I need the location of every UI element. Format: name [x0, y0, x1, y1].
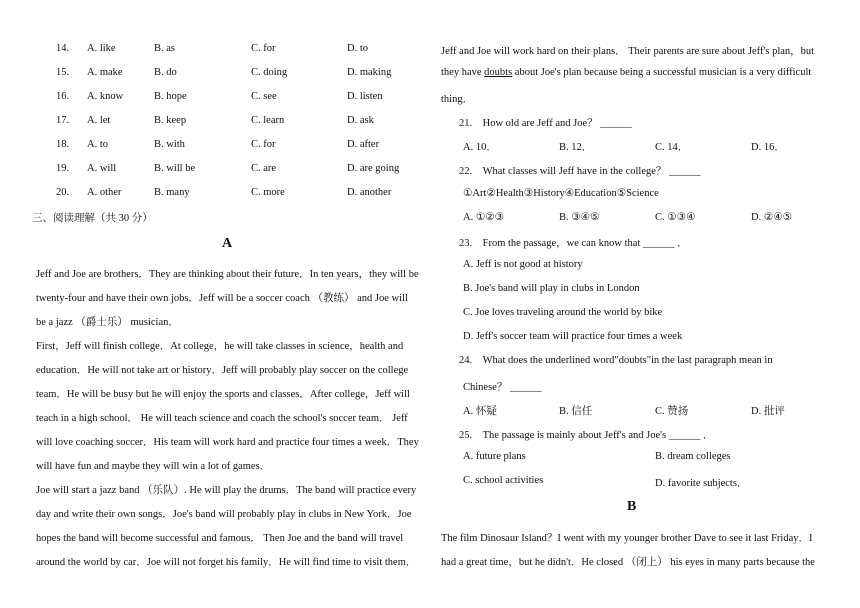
option[interactable]: C. for [251, 43, 276, 54]
passage-b-line: The film Dinosaur Island？I went with my younger brother Dave to see it last Friday．I [441, 533, 813, 544]
option[interactable]: A. ①②③ [463, 212, 505, 223]
option[interactable]: B. with [154, 139, 185, 150]
option[interactable]: C. more [251, 187, 285, 198]
passage-b-line: had a great time，but he didn't．He closed （闭上） his eyes in many parts because the [441, 557, 815, 568]
option[interactable]: C. for [251, 139, 276, 150]
option[interactable]: D. 16． [751, 142, 785, 153]
question-number: 20. [56, 187, 70, 198]
question-number: 18. [56, 139, 70, 150]
option[interactable]: B. hope [154, 91, 187, 102]
cloze-row [36, 115, 416, 131]
section-title: 三、阅读理解（共 30 分） [32, 213, 153, 224]
passage-a-line: twenty-four and have their own jobs．Jeff will be a soccer coach （教练） and Joe will [36, 293, 408, 304]
option[interactable]: B. many [154, 187, 190, 198]
option[interactable]: C. Joe loves traveling around the world by bike [463, 307, 663, 318]
option[interactable]: A. let [87, 115, 111, 126]
option[interactable]: A. 10． [463, 142, 497, 153]
option[interactable]: D. ask [347, 115, 374, 126]
passage-a-line: around the world by car．Joe will not forget his family．He will find time to visit them． [36, 557, 417, 568]
option[interactable]: A. Jeff is not good at history [463, 259, 583, 270]
cloze-row [36, 91, 416, 107]
cloze-row [36, 163, 416, 179]
passage-a-line: teach in a high school． He will teach science and coach the school's soccer team． Jeff [36, 413, 408, 424]
option[interactable]: D. favorite subjects． [655, 478, 748, 489]
option[interactable]: A. like [87, 43, 116, 54]
passage-a-final-paragraph: Jeff and Joe will work hard on their plans． Their parents are sure about Jeff's plan，but [441, 46, 815, 57]
question-number: 17. [56, 115, 70, 126]
passage-a-letter: A [222, 236, 233, 251]
option[interactable]: A. to [87, 139, 108, 150]
cloze-row [36, 67, 416, 83]
question-22-list: ①Art②Health③History④Education⑤Science [463, 188, 659, 199]
option[interactable]: D. making [347, 67, 392, 78]
option[interactable]: A. know [87, 91, 124, 102]
option[interactable]: D. another [347, 187, 392, 198]
passage-a-line: Joe will start a jazz band （乐队）. He will play the drums．The band will practice every [36, 485, 417, 496]
question-23: 23. From the passage，we can know that ______ ． [459, 238, 688, 249]
question-21: 21. How old are Jeff and Joe？ ______ [459, 118, 632, 129]
option[interactable]: D. listen [347, 91, 383, 102]
option[interactable]: D. to [347, 43, 368, 54]
option[interactable]: D. Jeff's soccer team will practice four times a week [463, 331, 683, 342]
option[interactable]: A. future plans [463, 451, 526, 462]
option[interactable]: D. 批评 [751, 406, 785, 417]
option[interactable]: B. do [154, 67, 177, 78]
option[interactable]: A. make [87, 67, 123, 78]
option[interactable]: B. ③④⑤ [559, 212, 600, 223]
question-22: 22. What classes will Jeff have in the college？ ______ [459, 166, 701, 177]
option[interactable]: A. other [87, 187, 122, 198]
option[interactable]: B. as [154, 43, 175, 54]
cloze-row [36, 187, 416, 203]
cloze-row [36, 139, 416, 155]
option[interactable]: C. school activities [463, 475, 544, 486]
passage-a-line: First，Jeff will finish college．At college，he will take classes in science，health and [36, 341, 404, 352]
option[interactable]: B. keep [154, 115, 187, 126]
option[interactable]: B. 12． [559, 142, 593, 153]
option[interactable]: C. 14． [655, 142, 689, 153]
passage-b-letter: B [627, 499, 637, 514]
option[interactable]: B. will be [154, 163, 196, 174]
underlined-word-doubts: doubts [484, 67, 513, 78]
question-24: 24. What does the underlined word"doubts"in the last paragraph mean in [459, 355, 773, 366]
option[interactable]: B. Joe's band will play in clubs in London [463, 283, 640, 294]
passage-a-line: be a jazz （爵士乐） musician． [36, 317, 179, 328]
question-number: 16. [56, 91, 70, 102]
option[interactable]: C. ①③④ [655, 212, 696, 223]
passage-a-final-paragraph-line2: they have doubts about Joe's plan because being a successful musician is a very difficult [441, 67, 812, 78]
option[interactable]: C. doing [251, 67, 288, 78]
option[interactable]: B. 信任 [559, 406, 593, 417]
passage-a-line: education．He will not take art or history．Jeff will probably play soccer on the college [36, 365, 409, 376]
option[interactable]: C. learn [251, 115, 285, 126]
option[interactable]: C. 赞扬 [655, 406, 689, 417]
option[interactable]: A. 怀疑 [463, 406, 497, 417]
option[interactable]: B. dream colleges [655, 451, 731, 462]
passage-a-line: hopes the band will become successful and famous． Then Joe and the band will travel [36, 533, 404, 544]
option[interactable]: C. are [251, 163, 277, 174]
option[interactable]: C. see [251, 91, 277, 102]
question-number: 15. [56, 67, 70, 78]
passage-a-line: Jeff and Joe are brothers．They are thinking about their future．In ten years，they will be [36, 269, 419, 280]
passage-a-line: will have fun and maybe they will win a lot of games． [36, 461, 271, 472]
passage-a-line: team．He will be busy but he will enjoy the sports and classes．After college，Jeff will [36, 389, 410, 400]
question-number: 19. [56, 163, 70, 174]
option[interactable]: A. will [87, 163, 117, 174]
question-number: 14. [56, 43, 70, 54]
passage-a-line: day and write their own songs．Joe's band will probably play in clubs in New York．Joe [36, 509, 412, 520]
option[interactable]: D. are going [347, 163, 400, 174]
passage-a-line: will love coaching soccer．His team will work hard and practice four times a week．They [36, 437, 419, 448]
passage-a-final-paragraph-line3: thing． [441, 94, 474, 105]
question-25: 25. The passage is mainly about Jeff's and Joe's ______ ． [459, 430, 714, 441]
question-24-cont: Chinese？ ______ [463, 382, 542, 393]
option[interactable]: D. after [347, 139, 380, 150]
option[interactable]: D. ②④⑤ [751, 212, 793, 223]
cloze-row [36, 43, 416, 59]
